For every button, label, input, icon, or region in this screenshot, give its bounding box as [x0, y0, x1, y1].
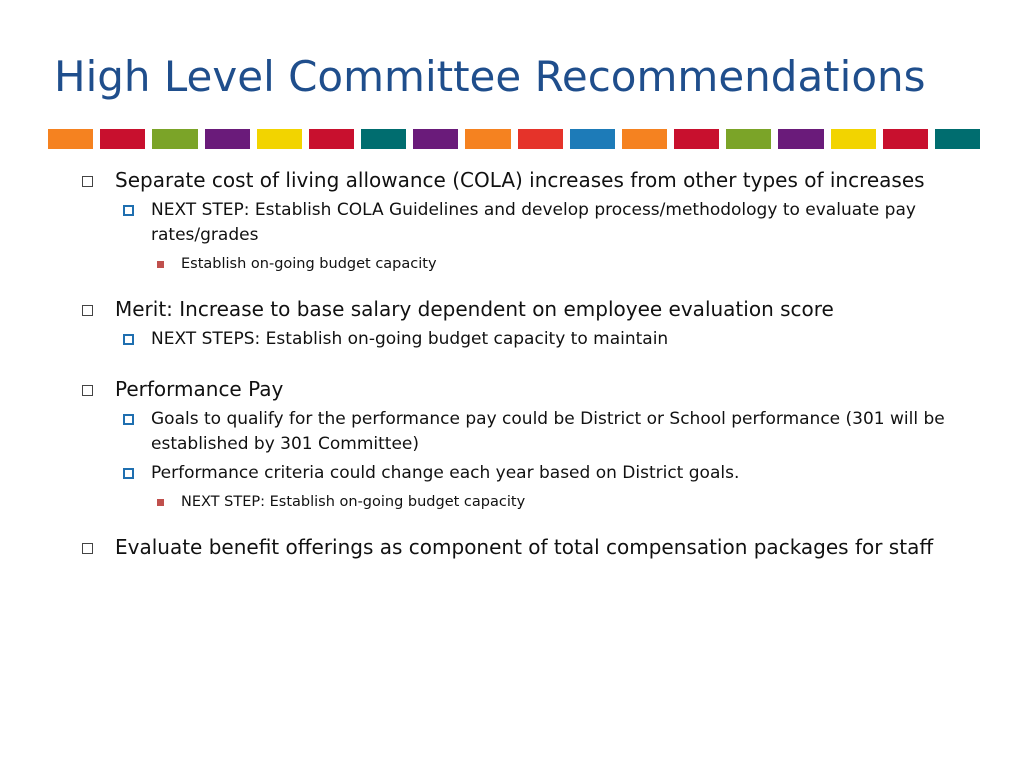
- bullet-list: [0, 167, 1024, 561]
- decorative-color-bar: [48, 129, 980, 149]
- bullet-text: Performance criteria could change each year based on District goals.: [151, 463, 740, 483]
- bullet-text: NEXT STEP: Establish on-going budget capacity: [181, 494, 526, 510]
- bullet-level2: [151, 327, 951, 352]
- hollow-square-bullet-icon: [82, 543, 93, 554]
- color-swatch: [100, 129, 145, 149]
- color-swatch: [205, 129, 250, 149]
- color-swatch: [674, 129, 719, 149]
- bullet-level2: [151, 407, 951, 457]
- bullet-text: NEXT STEP: Establish COLA Guidelines and develop process/methodology to evaluate pay rates/grades: [151, 200, 916, 245]
- bullet-level3: [181, 253, 941, 275]
- color-swatch: [413, 129, 458, 149]
- spacer: [0, 513, 1024, 534]
- color-swatch: [726, 129, 771, 149]
- bullet-level1: [115, 534, 945, 561]
- bullet-level3: [181, 491, 941, 513]
- slide-title: High Level Committee Recommendations: [54, 52, 926, 101]
- bullet-level1: [115, 376, 945, 403]
- bullet-text: Goals to qualify for the performance pay could be District or School performance (301 will be established by 301 Committee): [151, 409, 945, 454]
- bullet-level2: [151, 198, 951, 248]
- boxed-square-bullet-icon: [123, 468, 134, 479]
- spacer: [0, 275, 1024, 296]
- color-swatch: [831, 129, 876, 149]
- color-swatch: [778, 129, 823, 149]
- bullet-level2: [151, 461, 951, 486]
- color-swatch: [622, 129, 667, 149]
- boxed-square-bullet-icon: [123, 205, 134, 216]
- color-swatch: [570, 129, 615, 149]
- color-swatch: [935, 129, 980, 149]
- filled-square-bullet-icon: [157, 499, 164, 506]
- boxed-square-bullet-icon: [123, 334, 134, 345]
- hollow-square-bullet-icon: [82, 305, 93, 316]
- hollow-square-bullet-icon: [82, 176, 93, 187]
- bullet-text: Merit: Increase to base salary dependent on employee evaluation score: [115, 297, 834, 321]
- bullet-text: NEXT STEPS: Establish on-going budget capacity to maintain: [151, 329, 669, 349]
- color-swatch: [309, 129, 354, 149]
- color-swatch: [883, 129, 928, 149]
- bullet-level1: [115, 296, 945, 323]
- bullet-text: Establish on-going budget capacity: [181, 256, 437, 272]
- hollow-square-bullet-icon: [82, 385, 93, 396]
- filled-square-bullet-icon: [157, 261, 164, 268]
- bullet-level1: [115, 167, 945, 194]
- bullet-text: Separate cost of living allowance (COLA) increases from other types of increases: [115, 168, 925, 192]
- color-swatch: [518, 129, 563, 149]
- bullet-text: Performance Pay: [115, 377, 284, 401]
- spacer: [0, 352, 1024, 376]
- bullet-text: Evaluate benefit offerings as component of total compensation packages for staff: [115, 535, 934, 559]
- color-swatch: [361, 129, 406, 149]
- color-swatch: [152, 129, 197, 149]
- color-swatch: [465, 129, 510, 149]
- color-swatch: [257, 129, 302, 149]
- boxed-square-bullet-icon: [123, 414, 134, 425]
- color-swatch: [48, 129, 93, 149]
